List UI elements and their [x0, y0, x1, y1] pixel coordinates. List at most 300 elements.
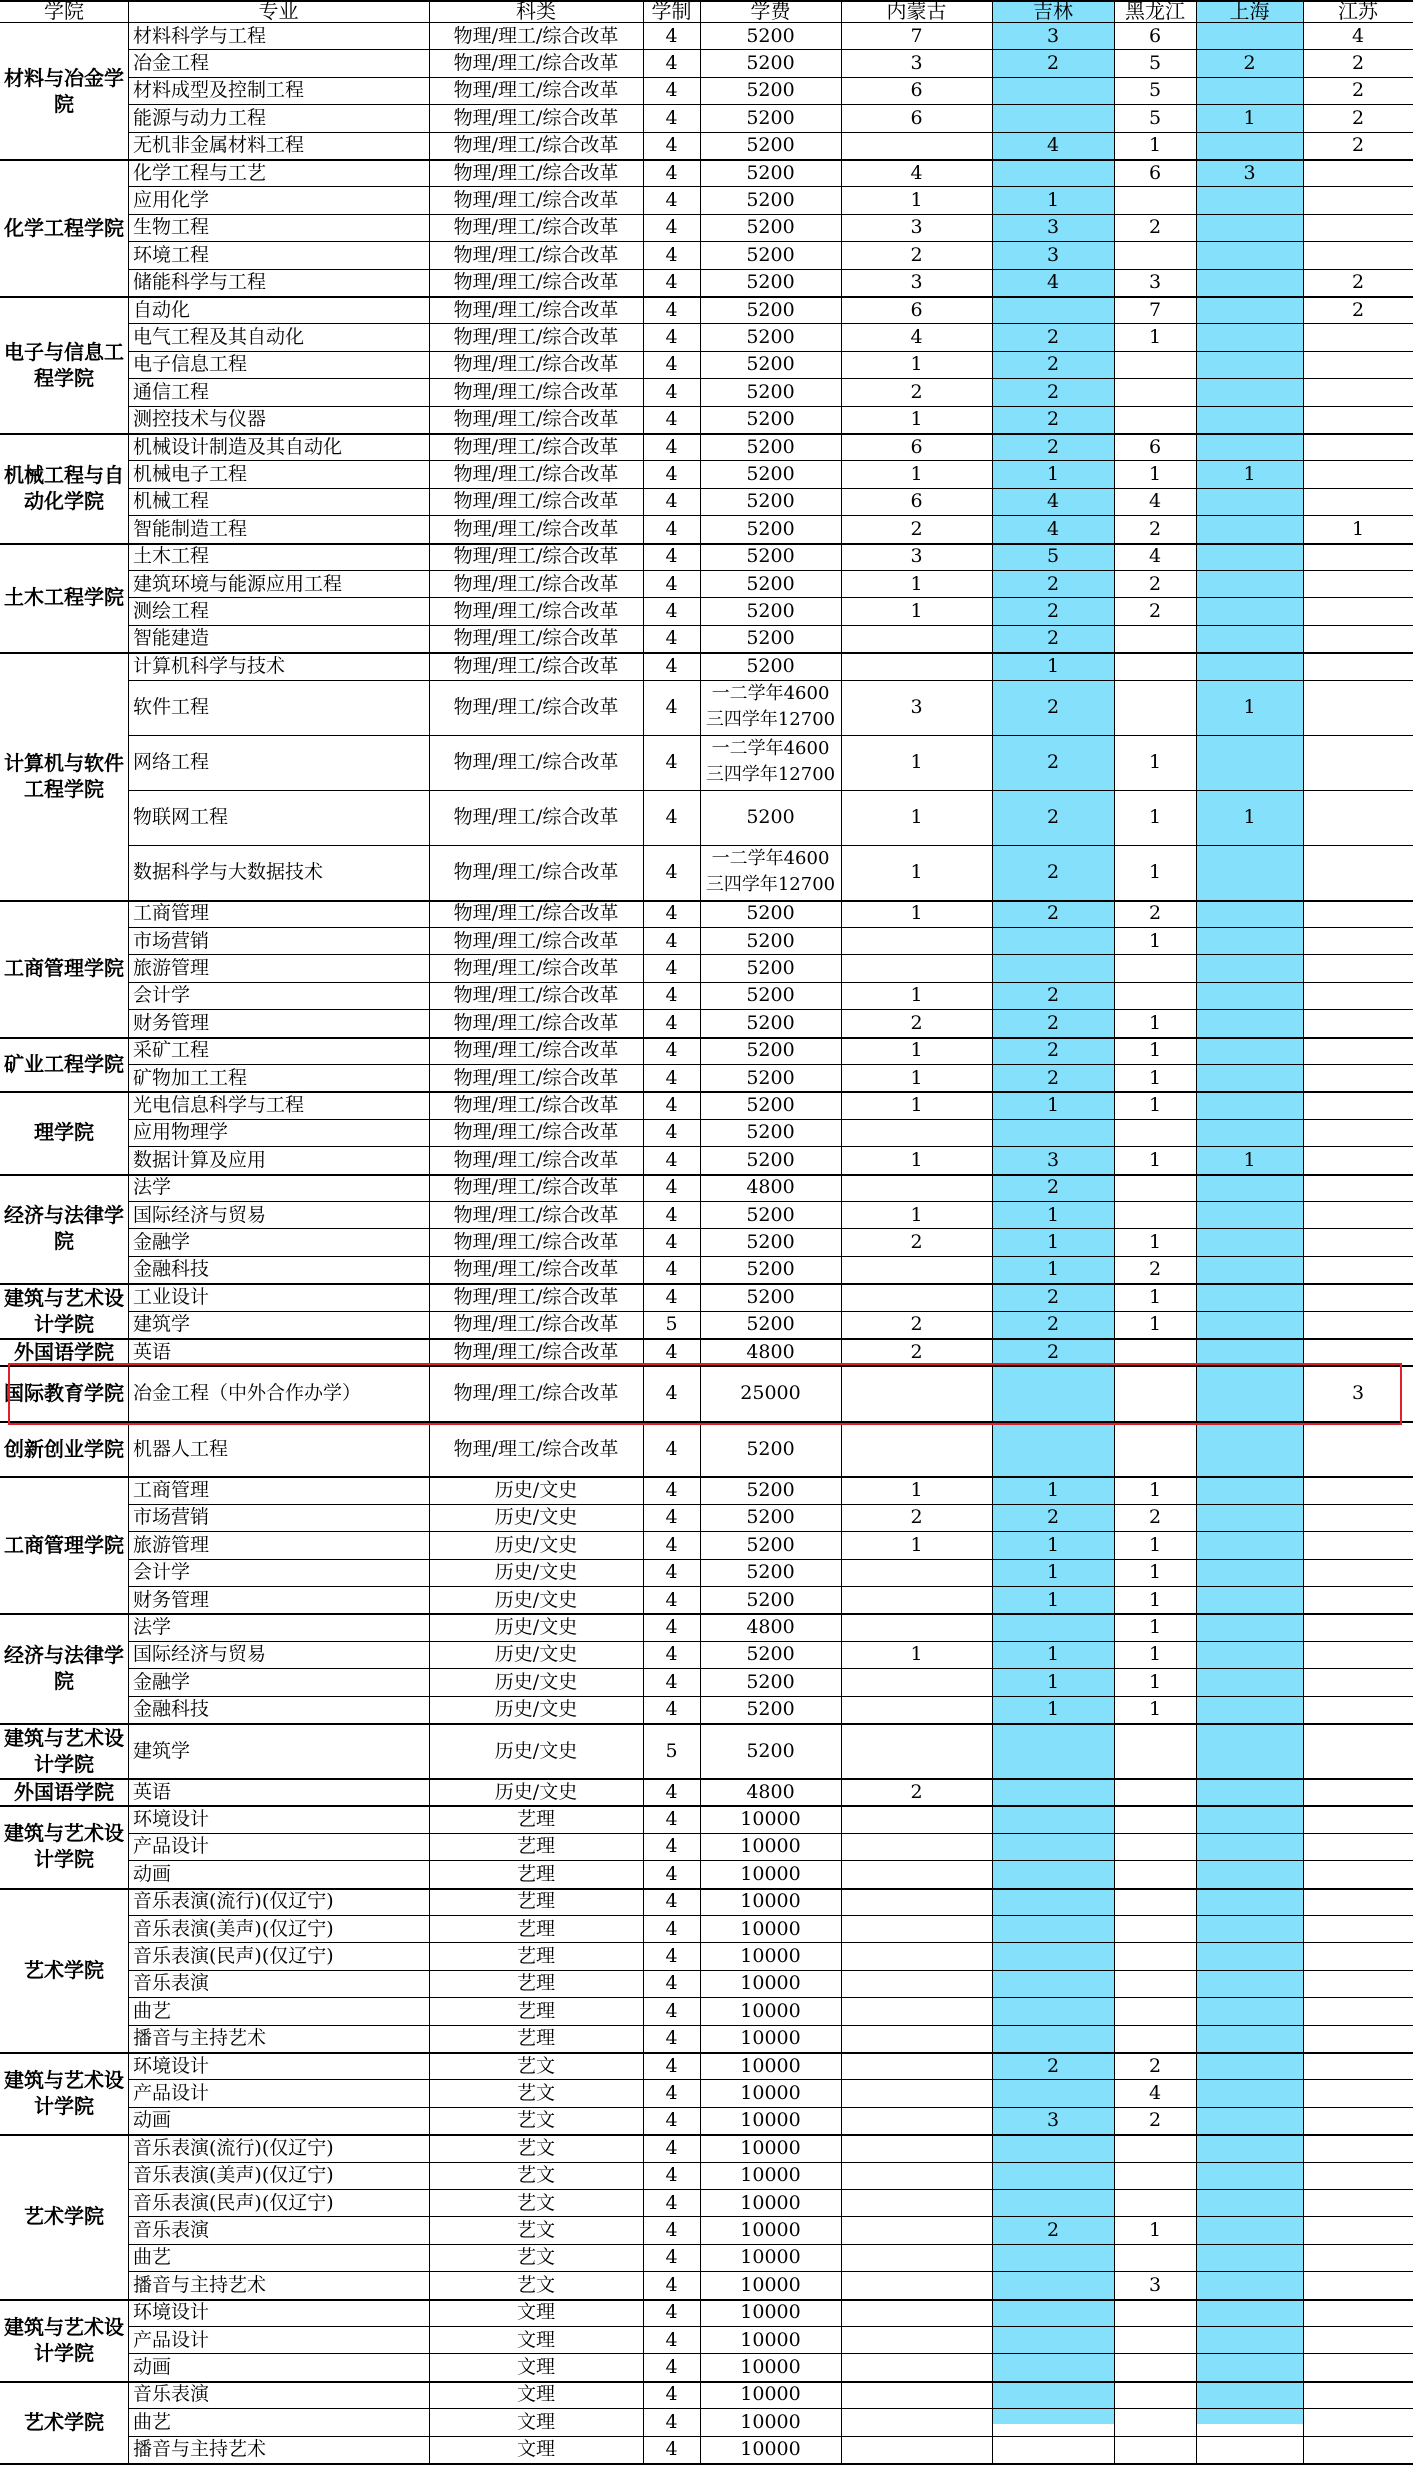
- cell-jilin: 2: [1046, 1039, 1060, 1062]
- cell-major: 建筑学: [133, 1739, 191, 1762]
- cell-years: 4: [665, 545, 678, 568]
- cell-shanghai: [1196, 2052, 1303, 2079]
- header-category: 科类: [516, 0, 556, 23]
- cell-shanghai: [1196, 1338, 1303, 1365]
- cell-heilongjiang: [1114, 1997, 1196, 2024]
- cell-shanghai: [1196, 22, 1303, 49]
- grid-line: [128, 2025, 1413, 2026]
- cell-heilongjiang: [1114, 241, 1196, 268]
- cell-jiangsu: [1303, 351, 1413, 378]
- cell-jiangsu: [1303, 2134, 1413, 2161]
- cell-heilongjiang: 2: [1148, 600, 1162, 623]
- cell-shanghai: [1196, 1723, 1303, 1778]
- cell-years: 4: [665, 216, 678, 239]
- cell-jilin: 2: [1046, 984, 1060, 1007]
- cell-neimenggu: 6: [910, 298, 923, 321]
- college-cell: 外国语学院: [14, 1339, 114, 1364]
- cell-neimenggu: 3: [910, 216, 923, 239]
- grid-line: [128, 460, 1413, 461]
- cell-jilin: [992, 2299, 1114, 2326]
- cell-heilongjiang: 1: [1148, 861, 1162, 884]
- cell-heilongjiang: 1: [1148, 326, 1162, 349]
- cell-neimenggu: 6: [910, 79, 923, 102]
- grid-line: [128, 2326, 1413, 2327]
- cell-major: 储能科学与工程: [133, 271, 267, 294]
- cell-heilongjiang: 6: [1148, 161, 1162, 184]
- college-cell: 国际教育学院: [4, 1381, 124, 1406]
- cell-years: 4: [665, 1643, 678, 1666]
- cell-jilin: [992, 2271, 1114, 2298]
- cell-jilin: 4: [1046, 517, 1060, 540]
- cell-jiangsu: [1303, 1888, 1413, 1915]
- cell-neimenggu: [841, 1421, 992, 1476]
- cell-years: 4: [665, 1588, 678, 1611]
- cell-jiangsu: [1303, 2189, 1413, 2216]
- cell-jiangsu: [1303, 680, 1413, 735]
- cell-years: 4: [665, 2054, 678, 2077]
- grid-line: [0, 1174, 1413, 1176]
- grid-line: [128, 1696, 1413, 1697]
- cell-category: 物理/理工/综合改革: [453, 517, 619, 540]
- cell-jilin: 2: [1046, 572, 1060, 595]
- cell-category: 物理/理工/综合改革: [453, 1285, 619, 1308]
- cell-category: 物理/理工/综合改革: [453, 1203, 619, 1226]
- grid-line: [128, 1833, 1413, 1834]
- cell-category: 历史/文史: [494, 1533, 578, 1556]
- cell-shanghai: 3: [1243, 161, 1256, 184]
- cell-jiangsu: [1303, 378, 1413, 405]
- cell-shanghai: [1196, 1119, 1303, 1146]
- cell-jiangsu: 2: [1351, 106, 1365, 129]
- cell-major: 应用化学: [133, 189, 210, 212]
- header-heilongjiang: 黑龙江: [1125, 0, 1185, 23]
- college-cell: 建筑与艺术设计学院: [4, 1725, 124, 1776]
- cell-major: 音乐表演(美声)(仅辽宁): [133, 1917, 334, 1940]
- cell-category: 物理/理工/综合改革: [453, 929, 619, 952]
- college-cell: 电子与信息工程学院: [4, 339, 124, 390]
- cell-tuition: 5200: [746, 1561, 795, 1584]
- cell-neimenggu: 2: [910, 1780, 923, 1803]
- cell-major: 动画: [133, 2109, 172, 2132]
- grid-line: [0, 543, 1413, 545]
- cell-major: 建筑环境与能源应用工程: [133, 572, 343, 595]
- cell-jilin: [992, 2436, 1114, 2463]
- cell-shanghai: [1196, 296, 1303, 323]
- grid-line: [128, 2107, 1413, 2108]
- cell-tuition: 10000: [740, 2054, 801, 2077]
- cell-neimenggu: [841, 2436, 992, 2463]
- grid-line: [128, 2162, 1413, 2163]
- cell-jiangsu: [1303, 845, 1413, 900]
- cell-jilin: 1: [1046, 1479, 1060, 1502]
- cell-tuition: 10000: [740, 1862, 801, 1885]
- cell-heilongjiang: 1: [1148, 1643, 1162, 1666]
- cell-neimenggu: 1: [910, 902, 923, 925]
- cell-major: 旅游管理: [133, 1533, 210, 1556]
- cell-heilongjiang: 6: [1148, 435, 1162, 458]
- grid-line: [128, 323, 1413, 324]
- cell-years: 4: [665, 861, 678, 884]
- college-cell: 计算机与软件工程学院: [4, 750, 124, 801]
- cell-tuition: 10000: [740, 2438, 801, 2461]
- cell-major: 采矿工程: [133, 1039, 210, 1062]
- cell-jiangsu: [1303, 406, 1413, 433]
- cell-years: 4: [665, 353, 678, 376]
- cell-years: 4: [665, 2164, 678, 2187]
- cell-shanghai: [1196, 1970, 1303, 1997]
- cell-neimenggu: [841, 2107, 992, 2134]
- grid-line: [643, 0, 644, 2463]
- cell-category: 物理/理工/综合改革: [453, 463, 619, 486]
- cell-jilin: [992, 2079, 1114, 2106]
- college-cell: 艺术学院: [24, 2204, 104, 2229]
- cell-shanghai: [1196, 1064, 1303, 1091]
- cell-jiangsu: [1303, 1833, 1413, 1860]
- cell-heilongjiang: [1114, 1778, 1196, 1805]
- cell-major: 软件工程: [133, 696, 210, 719]
- cell-major: 曲艺: [133, 1999, 172, 2022]
- cell-shanghai: [1196, 1833, 1303, 1860]
- cell-tuition: 5200: [746, 1670, 795, 1693]
- cell-shanghai: [1196, 2134, 1303, 2161]
- cell-shanghai: [1196, 543, 1303, 570]
- cell-years: 4: [665, 1382, 678, 1405]
- cell-neimenggu: [841, 2052, 992, 2079]
- cell-years: 4: [665, 408, 678, 431]
- cell-neimenggu: 3: [910, 271, 923, 294]
- cell-years: 4: [665, 627, 678, 650]
- grid-line: [0, 433, 1413, 435]
- cell-jiangsu: [1303, 1970, 1413, 1997]
- grid-line: [128, 2244, 1413, 2245]
- cell-neimenggu: 1: [910, 861, 923, 884]
- cell-major: 土木工程: [133, 545, 210, 568]
- cell-category: 物理/理工/综合改革: [453, 751, 619, 774]
- grid-line: [128, 49, 1413, 50]
- cell-major: 音乐表演: [133, 2219, 210, 2242]
- cell-jiangsu: [1303, 1586, 1413, 1613]
- cell-major: 会计学: [133, 1561, 191, 1584]
- cell-jiangsu: [1303, 625, 1413, 652]
- cell-years: 4: [665, 24, 678, 47]
- grid-line: [128, 488, 1413, 489]
- cell-neimenggu: 1: [910, 353, 923, 376]
- cell-major: 动画: [133, 1862, 172, 1885]
- cell-jilin: 2: [1046, 1340, 1060, 1363]
- grid-line: [128, 1668, 1413, 1669]
- cell-category: 历史/文史: [494, 1698, 578, 1721]
- cell-heilongjiang: [1114, 680, 1196, 735]
- cell-heilongjiang: 7: [1148, 298, 1162, 321]
- cell-major: 音乐表演(民声)(仅辽宁): [133, 2191, 334, 2214]
- cell-heilongjiang: [1114, 1119, 1196, 1146]
- cell-major: 音乐表演(美声)(仅辽宁): [133, 2164, 334, 2187]
- cell-category: 物理/理工/综合改革: [453, 134, 619, 157]
- cell-category: 物理/理工/综合改革: [453, 106, 619, 129]
- cell-major: 国际经济与贸易: [133, 1203, 267, 1226]
- grid-line: [128, 1559, 1413, 1560]
- grid-line: [128, 0, 129, 2463]
- cell-heilongjiang: 2: [1148, 572, 1162, 595]
- cell-tuition: 5200: [746, 463, 795, 486]
- cell-jiangsu: [1303, 1860, 1413, 1887]
- cell-years: 5: [665, 1313, 678, 1336]
- grid-line: [0, 1037, 1413, 1039]
- cell-jiangsu: [1303, 2326, 1413, 2353]
- cell-shanghai: [1196, 625, 1303, 652]
- cell-tuition: 10000: [740, 2164, 801, 2187]
- cell-category: 物理/理工/综合改革: [453, 243, 619, 266]
- cell-major: 动画: [133, 2356, 172, 2379]
- cell-years: 4: [665, 696, 678, 719]
- cell-jilin: 2: [1046, 1011, 1060, 1034]
- cell-tuition: 5200: [746, 984, 795, 1007]
- grid-line: [0, 2381, 1413, 2383]
- cell-jiangsu: [1303, 1613, 1413, 1640]
- cell-major: 环境设计: [133, 2301, 210, 2324]
- college-cell: 创新创业学院: [4, 1436, 124, 1461]
- cell-tuition: 10000: [740, 1890, 801, 1913]
- cell-heilongjiang: 4: [1148, 490, 1162, 513]
- cell-category: 物理/理工/综合改革: [453, 1039, 619, 1062]
- cell-tuition: 10000: [740, 2246, 801, 2269]
- cell-years: 4: [665, 1121, 678, 1144]
- cell-tuition: 4800: [746, 1340, 795, 1363]
- cell-neimenggu: 2: [910, 380, 923, 403]
- grid-line: [128, 1201, 1413, 1202]
- cell-tuition: 5200: [746, 326, 795, 349]
- cell-major: 电子信息工程: [133, 353, 248, 376]
- cell-jilin: [992, 1723, 1114, 1778]
- cell-heilongjiang: 4: [1148, 545, 1162, 568]
- cell-neimenggu: 6: [910, 435, 923, 458]
- cell-heilongjiang: 4: [1148, 2082, 1162, 2105]
- cell-tuition: 4800: [746, 1616, 795, 1639]
- cell-jilin: 3: [1046, 243, 1060, 266]
- cell-years: 4: [665, 298, 678, 321]
- grid-line: [128, 1942, 1413, 1943]
- cell-tuition: 5200: [746, 902, 795, 925]
- cell-heilongjiang: [1114, 1174, 1196, 1201]
- cell-jiangsu: [1303, 1504, 1413, 1531]
- grid-line: [841, 0, 842, 2463]
- cell-heilongjiang: 1: [1148, 1039, 1162, 1062]
- cell-shanghai: [1196, 900, 1303, 927]
- cell-category: 物理/理工/综合改革: [453, 1382, 619, 1405]
- cell-jiangsu: [1303, 982, 1413, 1009]
- cell-tuition: 5200: [746, 298, 795, 321]
- cell-major: 冶金工程: [133, 52, 210, 75]
- cell-major: 产品设计: [133, 1835, 210, 1858]
- cell-major: 环境设计: [133, 1808, 210, 1831]
- cell-category: 艺理: [516, 1808, 555, 1831]
- cell-years: 4: [665, 2328, 678, 2351]
- cell-tuition: 5200: [746, 408, 795, 431]
- cell-jilin: 4: [1046, 271, 1060, 294]
- cell-tuition: 5200: [746, 161, 795, 184]
- cell-shanghai: 1: [1243, 106, 1256, 129]
- cell-jiangsu: [1303, 1559, 1413, 1586]
- cell-jilin: 2: [1046, 1066, 1060, 1089]
- cell-shanghai: [1196, 1668, 1303, 1695]
- cell-neimenggu: 1: [910, 1479, 923, 1502]
- cell-years: 4: [665, 134, 678, 157]
- cell-shanghai: [1196, 1009, 1303, 1036]
- cell-neimenggu: [841, 2408, 992, 2435]
- cell-tuition: 5200: [746, 106, 795, 129]
- cell-years: 4: [665, 463, 678, 486]
- cell-jilin: [992, 1942, 1114, 1969]
- cell-tuition: 5200: [746, 216, 795, 239]
- grid-line: [128, 680, 1413, 681]
- cell-major: 建筑学: [133, 1313, 191, 1336]
- cell-tuition: 5200: [746, 1533, 795, 1556]
- cell-category: 历史/文史: [494, 1643, 578, 1666]
- cell-tuition: 5200: [746, 1148, 795, 1171]
- cell-neimenggu: 2: [910, 1313, 923, 1336]
- cell-jilin: 2: [1046, 435, 1060, 458]
- cell-category: 文理: [516, 2438, 555, 2461]
- cell-shanghai: [1196, 845, 1303, 900]
- cell-jilin: 2: [1046, 627, 1060, 650]
- cell-category: 文理: [516, 2383, 555, 2406]
- cell-shanghai: [1196, 1037, 1303, 1064]
- cell-jiangsu: [1303, 1997, 1413, 2024]
- cell-tuition: 5200: [746, 1506, 795, 1529]
- cell-heilongjiang: 1: [1148, 463, 1162, 486]
- cell-tuition: 5200: [746, 24, 795, 47]
- cell-shanghai: [1196, 214, 1303, 241]
- cell-tuition: 10000: [740, 2273, 801, 2296]
- grid-line: [128, 2189, 1413, 2190]
- cell-heilongjiang: [1114, 1915, 1196, 1942]
- grid-line: [128, 406, 1413, 407]
- cell-neimenggu: 2: [910, 243, 923, 266]
- cell-jilin: 2: [1046, 2219, 1060, 2242]
- grid-line: [0, 1805, 1413, 1807]
- cell-shanghai: [1196, 241, 1303, 268]
- cell-major: 旅游管理: [133, 957, 210, 980]
- grid-line: [128, 186, 1413, 187]
- cell-tuition: 5200: [746, 1039, 795, 1062]
- cell-years: 4: [665, 243, 678, 266]
- cell-heilongjiang: [1114, 1338, 1196, 1365]
- grid-line: [128, 2079, 1413, 2080]
- cell-jilin: 1: [1046, 463, 1060, 486]
- grid-line: [0, 1613, 1413, 1615]
- cell-jilin: 1: [1046, 1698, 1060, 1721]
- cell-jilin: 2: [1046, 1285, 1060, 1308]
- cell-jilin: 2: [1046, 353, 1060, 376]
- cell-category: 历史/文史: [494, 1670, 578, 1693]
- cell-years: 4: [665, 1999, 678, 2022]
- cell-heilongjiang: 2: [1148, 216, 1162, 239]
- cell-jiangsu: [1303, 2079, 1413, 2106]
- cell-neimenggu: 2: [910, 1231, 923, 1254]
- cell-years: 4: [665, 106, 678, 129]
- cell-jilin: 2: [1046, 600, 1060, 623]
- cell-jiangsu: [1303, 543, 1413, 570]
- header-major: 专业: [258, 0, 299, 23]
- cell-neimenggu: 2: [910, 1340, 923, 1363]
- cell-jiangsu: [1303, 1283, 1413, 1310]
- cell-jilin: 1: [1046, 1670, 1060, 1693]
- cell-heilongjiang: [1114, 2189, 1196, 2216]
- cell-tuition: 10000: [740, 1808, 801, 1831]
- cell-heilongjiang: [1114, 2436, 1196, 2463]
- cell-shanghai: [1196, 927, 1303, 954]
- cell-tuition: 5200: [746, 1094, 795, 1117]
- cell-category: 物理/理工/综合改革: [453, 1121, 619, 1144]
- cell-shanghai: [1196, 2216, 1303, 2243]
- cell-jiangsu: [1303, 323, 1413, 350]
- cell-jiangsu: [1303, 652, 1413, 679]
- cell-jiangsu: [1303, 1091, 1413, 1118]
- cell-jilin: [992, 954, 1114, 981]
- cell-category: 物理/理工/综合改革: [453, 271, 619, 294]
- cell-major: 测控技术与仪器: [133, 408, 267, 431]
- cell-tuition: 5200: [746, 271, 795, 294]
- grid-line: [0, 1723, 1413, 1725]
- cell-jiangsu: [1303, 2216, 1413, 2243]
- cell-major: 工商管理: [133, 902, 210, 925]
- cell-jilin: [992, 2189, 1114, 2216]
- grid-line: [128, 1119, 1413, 1120]
- cell-jilin: 1: [1046, 1258, 1060, 1281]
- grid-line: [0, 1091, 1413, 1093]
- grid-line: [128, 2436, 1413, 2437]
- cell-jiangsu: [1303, 1174, 1413, 1201]
- cell-tuition: 5200: [746, 627, 795, 650]
- cell-shanghai: [1196, 570, 1303, 597]
- cell-years: 4: [665, 1258, 678, 1281]
- cell-major: 测绘工程: [133, 600, 210, 623]
- cell-heilongjiang: [1114, 406, 1196, 433]
- cell-shanghai: [1196, 982, 1303, 1009]
- cell-major: 市场营销: [133, 929, 210, 952]
- cell-shanghai: [1196, 1174, 1303, 1201]
- cell-jilin: [992, 2162, 1114, 2189]
- cell-jiangsu: [1303, 1531, 1413, 1558]
- cell-category: 艺文: [516, 2109, 555, 2132]
- cell-years: 4: [665, 1890, 678, 1913]
- cell-heilongjiang: 2: [1148, 2109, 1162, 2132]
- cell-tuition: 5200: [746, 957, 795, 980]
- cell-category: 物理/理工/综合改革: [453, 545, 619, 568]
- grid-line: [0, 159, 1413, 161]
- cell-category: 艺文: [516, 2054, 555, 2077]
- cell-jiangsu: [1303, 1778, 1413, 1805]
- cell-shanghai: [1196, 1860, 1303, 1887]
- grid-line: [0, 1888, 1413, 1890]
- college-cell: 建筑与艺术设计学院: [4, 1821, 124, 1872]
- cell-major: 曲艺: [133, 2246, 172, 2269]
- cell-heilongjiang: 3: [1148, 2273, 1162, 2296]
- cell-tuition: 5200: [746, 929, 795, 952]
- cell-years: 4: [665, 52, 678, 75]
- cell-shanghai: [1196, 378, 1303, 405]
- cell-shanghai: [1196, 1942, 1303, 1969]
- cell-tuition: 5200: [746, 654, 795, 677]
- cell-neimenggu: [841, 132, 992, 159]
- highlight-box: [8, 1363, 1402, 1425]
- college-cell: 矿业工程学院: [4, 1051, 124, 1076]
- cell-years: 4: [665, 806, 678, 829]
- cell-years: 4: [665, 326, 678, 349]
- cell-years: 4: [665, 1231, 678, 1254]
- grid-line: [128, 1997, 1413, 1998]
- cell-major: 播音与主持艺术: [133, 2273, 267, 2296]
